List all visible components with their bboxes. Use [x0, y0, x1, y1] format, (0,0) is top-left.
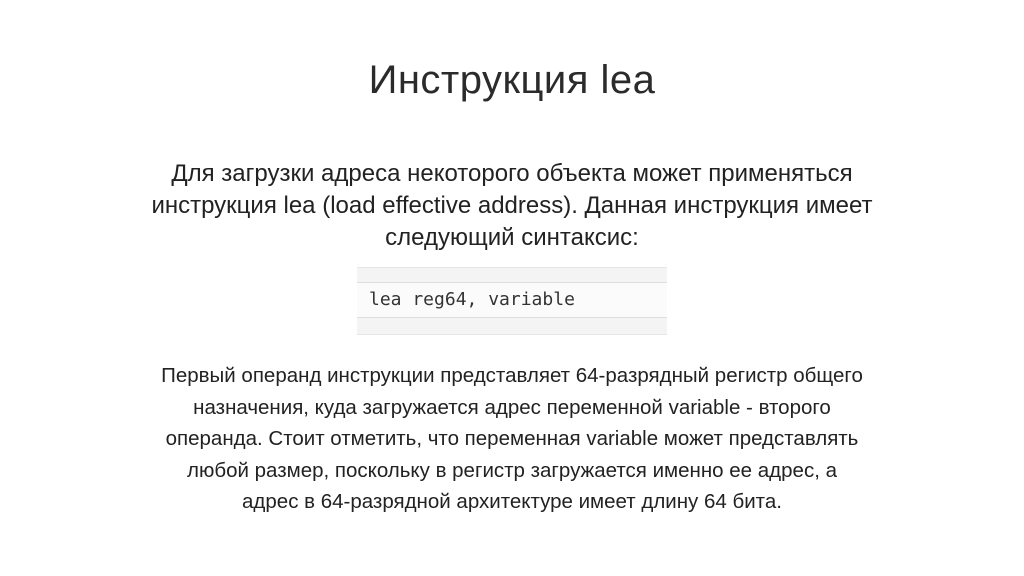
slide-title: Инструкция lea — [368, 58, 656, 102]
body-paragraph — [90, 360, 934, 518]
body-line: операнда. Стоит отметить, что переменная variable может представлять — [165, 427, 859, 450]
code-line — [357, 282, 667, 318]
code-text: lea reg64, variable — [369, 289, 575, 310]
intro-paragraph — [100, 158, 924, 254]
intro-line: следующий синтаксис: — [385, 224, 639, 251]
body-line: Первый операнд инструкции представляет 64-разрядный регистр общего — [161, 364, 863, 387]
body-line: адрес в 64-разрядной архитектуре имеет длину 64 бита. — [242, 490, 782, 513]
intro-line: инструкция lea (load effective address). Данная инструкция имеет — [151, 192, 873, 219]
code-snippet — [357, 267, 667, 335]
body-line: любой размер, поскольку в регистр загружается именно ее адрес, а — [187, 458, 837, 482]
body-line: назначения, куда загружается адрес переменной variable - второго — [193, 395, 831, 419]
intro-line: Для загрузки адреса некоторого объекта может применяться — [171, 160, 853, 187]
